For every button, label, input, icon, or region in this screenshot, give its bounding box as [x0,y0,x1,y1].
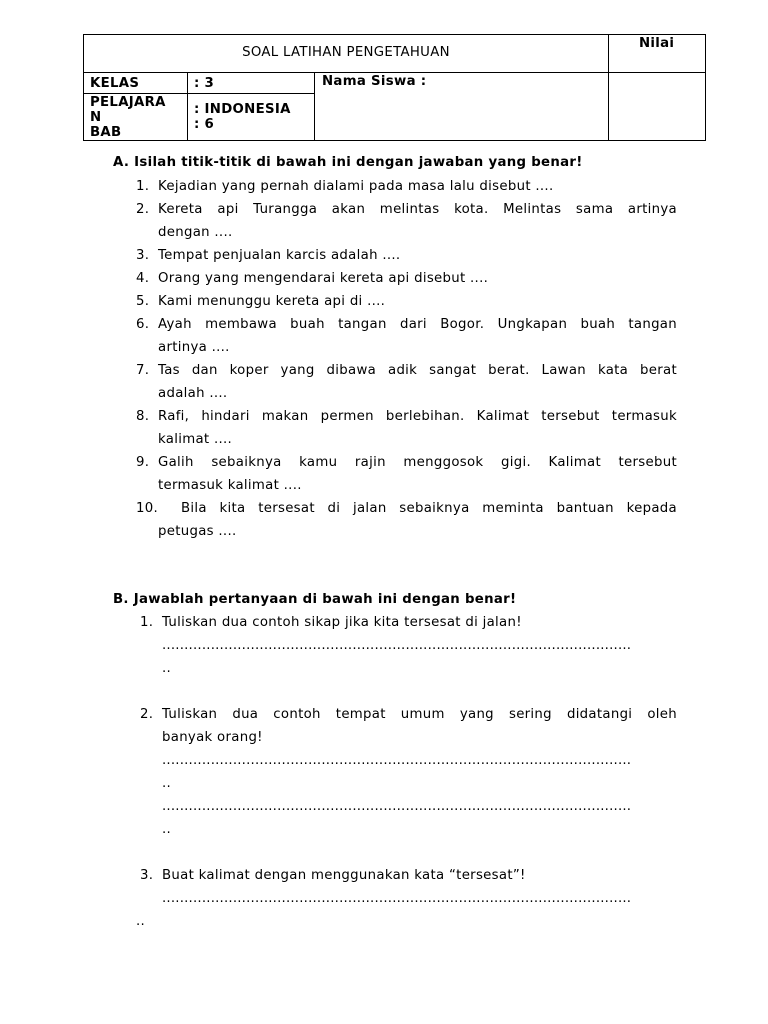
a-item-4-text: Orang yang mengendarai kereta api disebut .... [158,271,489,286]
a-item-2-text-cont: dengan .... [158,225,233,240]
a-item-10-text: Bila kita tersesat di jalan sebaiknya meminta bantuan kepada [181,501,677,516]
kelas-label: KELAS [90,76,140,91]
b-q1-answer-tail: .. [162,661,172,676]
a-item-6-num: 6. [136,317,150,332]
b-q3-text: Buat kalimat dengan menggunakan kata “tersesat”! [162,868,526,883]
a-item-9-text-cont: termasuk kalimat .... [158,478,302,493]
b-q3-answer-line[interactable]: .......................................................................................................... [162,891,632,906]
divider-kelas-row [84,93,314,94]
a-item-10-num: 10. [136,501,159,516]
divider-nilai [608,35,609,141]
kelas-value: : 3 [194,76,215,91]
b-q1-text: Tuliskan dua contoh sikap jika kita tersesat di jalan! [162,615,522,630]
a-item-6-text-cont: artinya .... [158,340,230,355]
nama-siswa-label: Nama Siswa : [322,74,427,89]
a-item-8-text-cont: kalimat .... [158,432,233,447]
b-q1-answer-line[interactable]: .......................................................................................................... [162,638,632,653]
a-item-9-num: 9. [136,455,150,470]
a-item-3-text: Tempat penjualan karcis adalah .... [158,248,401,263]
a-item-2-num: 2. [136,202,150,217]
divider-value-col [314,72,315,141]
a-item-7-num: 7. [136,363,150,378]
section-b-heading: B. Jawablah pertanyaan di bawah ini dengan benar! [113,592,517,607]
a-item-1-num: 1. [136,179,150,194]
a-item-5-num: 5. [136,294,150,309]
a-item-2-text: Kereta api Turangga akan melintas kota. Melintas sama artinya [158,202,677,217]
pelajaran-value: : INDONESIA [194,102,291,117]
a-item-3-num: 3. [136,248,150,263]
b-q2-answer-line-2[interactable]: .......................................................................................................... [162,799,632,814]
b-q2-answer-tail-2: .. [162,822,172,837]
a-item-5-text: Kami menunggu kereta api di .... [158,294,386,309]
b-q3-answer-tail: .. [136,914,146,929]
a-item-7-text: Tas dan koper yang dibawa adik sangat berat. Lawan kata berat [158,363,677,378]
a-item-1-text: Kejadian yang pernah dialami pada masa lalu disebut .... [158,179,554,194]
a-item-4-num: 4. [136,271,150,286]
a-item-8-text: Rafi, hindari makan permen berlebihan. Kalimat tersebut termasuk [158,409,677,424]
a-item-9-text: Galih sebaiknya kamu rajin menggosok gigi. Kalimat tersebut [158,455,677,470]
divider-label-col [187,72,188,141]
b-q2-text: Tuliskan dua contoh tempat umum yang sering didatangi oleh [162,707,677,722]
pelajaran-label-1: PELAJARA [90,95,166,110]
bab-value: : 6 [194,117,215,132]
bab-label: BAB [90,125,122,140]
b-q3-num: 3. [140,868,154,883]
a-item-6-text: Ayah membawa buah tangan dari Bogor. Ungkapan buah tangan [158,317,677,332]
pelajaran-label-2: N [90,110,102,125]
nilai-label: Nilai [639,36,675,51]
b-q1-num: 1. [140,615,154,630]
a-item-7-text-cont: adalah .... [158,386,228,401]
b-q2-num: 2. [140,707,154,722]
divider-title-row [84,72,705,73]
b-q2-answer-line-1[interactable]: .......................................................................................................... [162,753,632,768]
b-q2-answer-tail-1: .. [162,776,172,791]
page-title: SOAL LATIHAN PENGETAHUAN [242,45,450,60]
section-a-heading: A. Isilah titik-titik di bawah ini dengan jawaban yang benar! [113,155,583,170]
b-q2-text-cont: banyak orang! [162,730,263,745]
a-item-8-num: 8. [136,409,150,424]
header-table [83,34,706,141]
a-item-10-text-cont: petugas .... [158,524,237,539]
